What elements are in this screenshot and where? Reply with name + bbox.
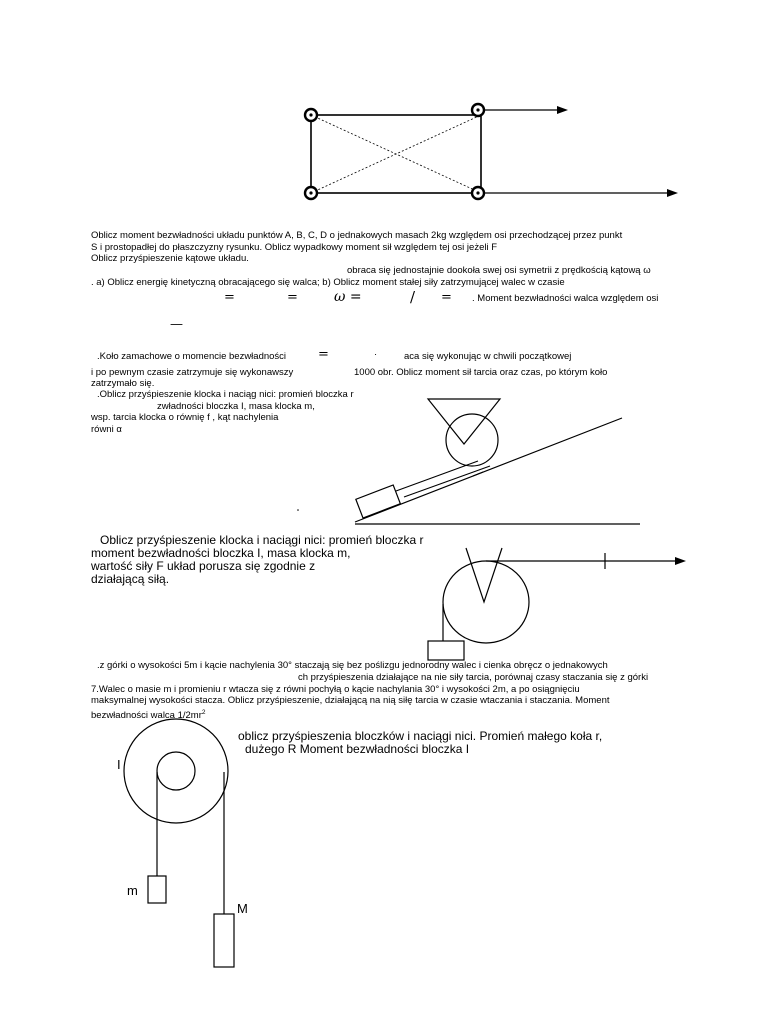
p5-line1: Oblicz przyśpieszenie klocka i naciągi nici: promień bloczka r bbox=[100, 533, 424, 547]
p4-line3: wsp. tarcia klocka o równię f , kąt nachylenia bbox=[91, 412, 279, 423]
p3-line2a: i po pewnym czasie zatrzymuje się wykonawszy bbox=[91, 367, 294, 378]
p2-line2: . a) Oblicz energię kinetyczną obracającego się walca; b) Oblicz moment stałej siły zatrzymującej walec w czasie bbox=[91, 277, 565, 288]
p5-line4: działającą siłą. bbox=[91, 572, 170, 586]
label-M: M bbox=[237, 901, 248, 916]
p2-omega: ω = bbox=[334, 289, 362, 305]
p8-line2: dużego R Moment bezwładności bloczka I bbox=[245, 742, 470, 756]
p3-line3: zatrzymało się. bbox=[91, 378, 155, 389]
p3-dot: · bbox=[374, 349, 378, 360]
p2-equals-3: = bbox=[441, 290, 452, 305]
p7-line3-text: bezwładności walca 1/2mr bbox=[91, 710, 202, 722]
p3-equals: = bbox=[318, 347, 329, 362]
p2-line1: obraca się jednostajnie dookoła swej osi symetrii z prędkością kątową ω bbox=[347, 265, 651, 276]
p4-line1: .Oblicz przyśpieszenie klocka i naciąg nici: promień bloczka r bbox=[97, 389, 354, 400]
p3-line1: .Koło zamachowe o momencie bezwładności bbox=[97, 351, 287, 362]
p2-equals-2: = bbox=[287, 290, 298, 305]
p1-line2: S i prostopadłej do płaszczyzny rysunku. Oblicz wypadkowy moment sił względem tej osi jeżeli F bbox=[91, 242, 498, 253]
p7-superscript: 2 bbox=[201, 709, 206, 716]
mass-M-block bbox=[214, 914, 234, 967]
p5-line3: wartość siły F układ porusza się zgodnie z bbox=[91, 559, 316, 573]
p7-line2: maksymalnej wysokości stacza. Oblicz przyśpieszenie, działającą na nią siłę tarcia w czasie wtaczania i staczania. Moment bbox=[91, 695, 610, 706]
p3-line2b: 1000 obr. Oblicz moment sił tarcia oraz czas, po którym koło bbox=[354, 367, 608, 378]
p5-line2: moment bezwładności bloczka I, masa klocka m, bbox=[91, 546, 351, 560]
p1-line3: Oblicz przyśpieszenie kątowe układu. bbox=[91, 253, 249, 264]
label-I: I bbox=[117, 757, 121, 772]
small-wheel bbox=[157, 752, 195, 790]
p6-line1: .z górki o wysokości 5m i kącie nachylenia 30° staczają się bez poślizgu jednorodny walec i cienka obręcz o jednakowych bbox=[97, 660, 608, 671]
mass-m-block bbox=[148, 876, 166, 903]
p2-fraction-bar: — bbox=[170, 317, 183, 332]
p1-line1: Oblicz moment bezwładności układu punktów A, B, C, D o jednakowych masach 2kg względem osi przechodzącej przez punkt bbox=[91, 230, 623, 241]
label-m: m bbox=[127, 883, 138, 898]
p2-slash: / bbox=[410, 288, 416, 306]
p4-line4: równi α bbox=[91, 424, 122, 435]
p2-line3: . Moment bezwładności walca względem osi bbox=[472, 293, 659, 304]
p8-line1: oblicz przyśpieszenia bloczków i naciągi nici. Promień małego koła r, bbox=[238, 729, 603, 743]
p7-line1: 7.Walec o masie m i promieniu r wtacza się z równi pochyłą o kącie nachylania 30° i wysokości 2m, a po osiągnięciu bbox=[91, 684, 580, 695]
p3-line1b: aca się wykonując w chwili początkowej bbox=[404, 351, 572, 362]
p4-line2: zwładności bloczka I, masa klocka m, bbox=[157, 401, 315, 412]
p6-line2: ch przyśpieszenia działające na nie siły tarcia, porównaj czasy staczania się z górki bbox=[298, 672, 649, 683]
p2-equals-1: = bbox=[224, 290, 235, 305]
large-wheel bbox=[124, 719, 228, 823]
